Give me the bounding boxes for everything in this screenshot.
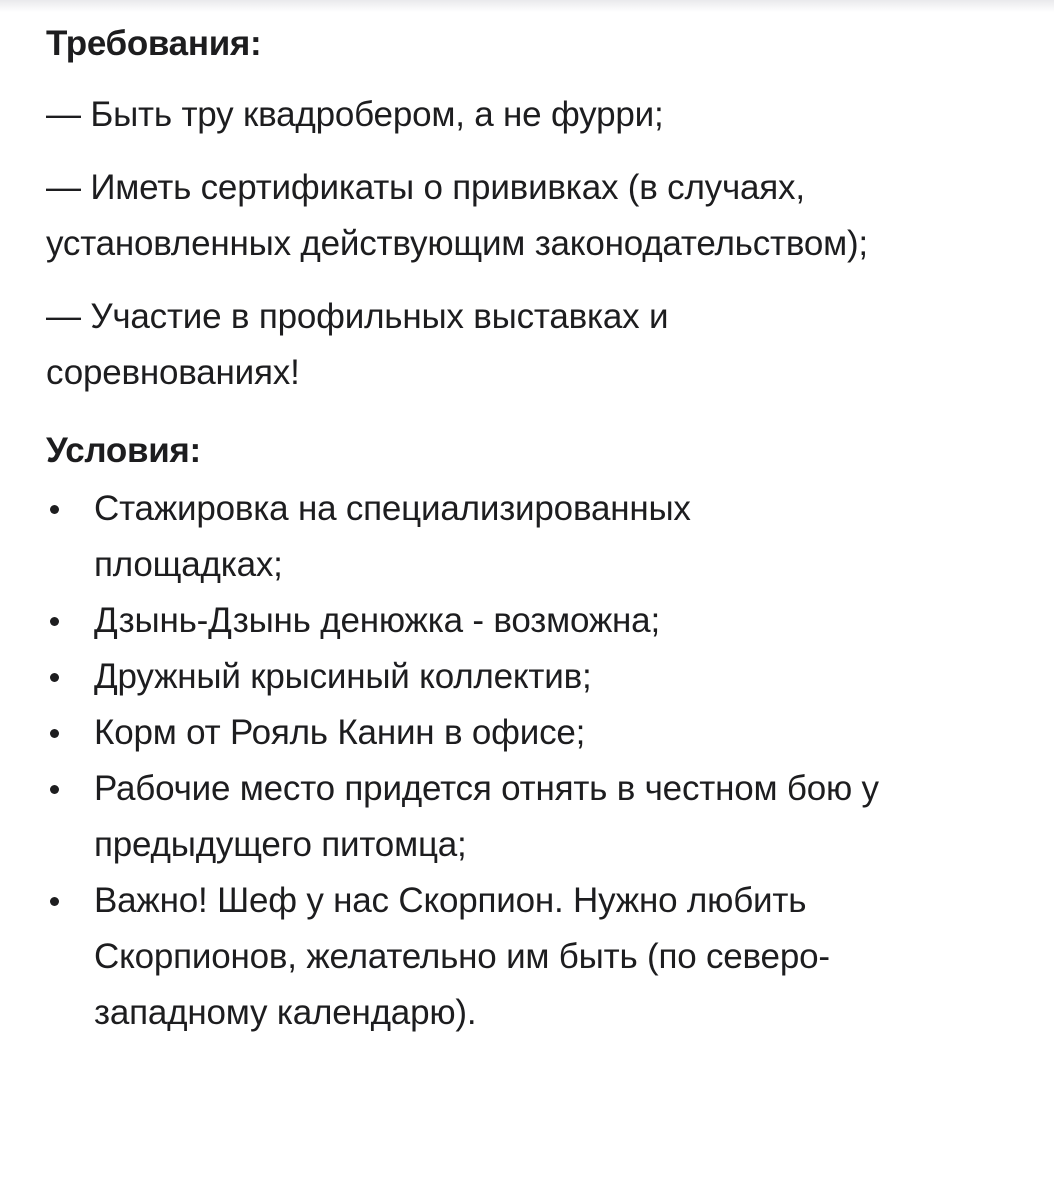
conditions-list bbox=[46, 481, 1036, 1041]
conditions-heading: Условия: bbox=[46, 431, 201, 470]
document-body bbox=[46, 14, 1036, 1041]
requirement-item: — Участие в профильных выставках и соревнованиях! bbox=[46, 297, 669, 392]
condition-item: Дружный крысиный коллектив; bbox=[46, 649, 1036, 705]
condition-item: Стажировка на специализированных площадках; bbox=[46, 481, 854, 593]
requirements-list bbox=[46, 87, 1036, 401]
condition-item: Дзынь-Дзынь денюжка - возможна; bbox=[46, 593, 1036, 649]
requirement-item: — Быть тру квадробером, а не фурри; bbox=[46, 95, 664, 134]
condition-item: Важно! Шеф у нас Скорпион. Нужно любить Скорпионов, желательно им быть (по северо-западному календарю). bbox=[46, 873, 994, 1041]
top-edge-shadow bbox=[0, 0, 1054, 12]
condition-item: Рабочие место придется отнять в честном бою у предыдущего питомца; bbox=[46, 761, 954, 873]
requirements-heading: Требования: bbox=[46, 24, 262, 63]
condition-item: Корм от Рояль Канин в офисе; bbox=[46, 705, 1036, 761]
requirement-item: — Иметь сертификаты о прививках (в случаях, установленных действующим законодательством); bbox=[46, 168, 868, 263]
